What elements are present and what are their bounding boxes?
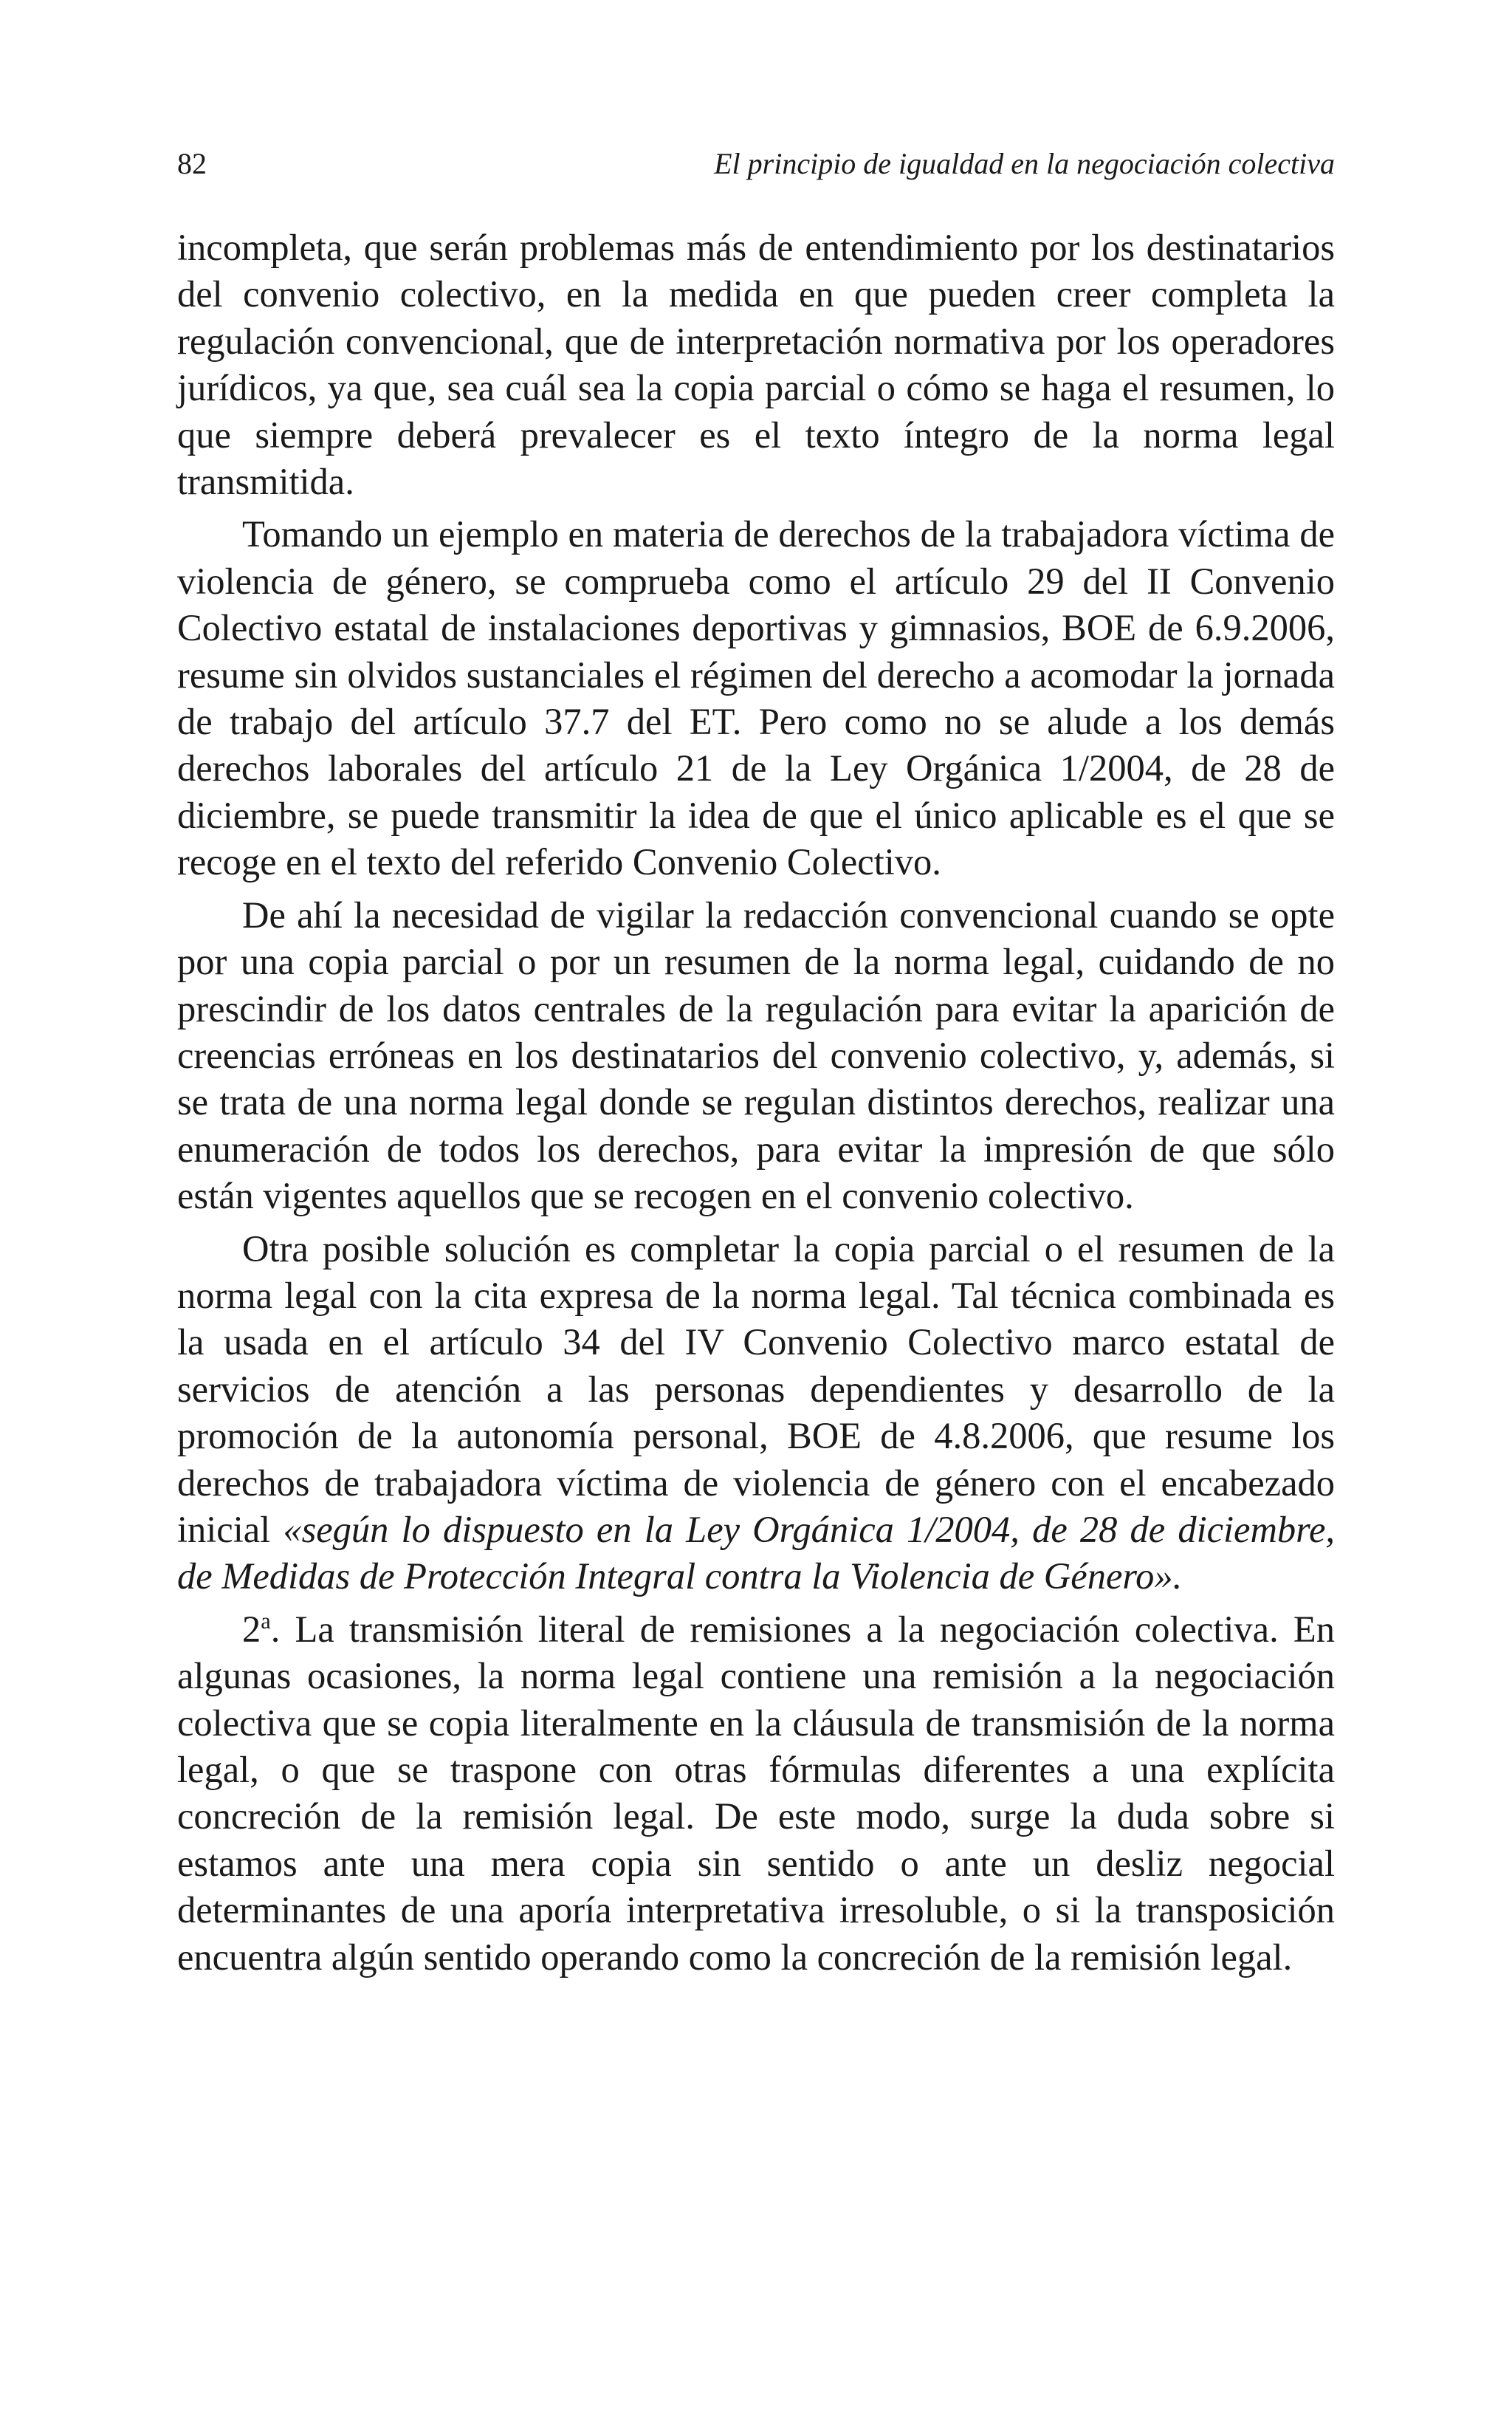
- paragraph-5: [177, 1606, 1335, 1981]
- paragraph-1: incompleta, que serán problemas más de entendimiento por los destinatarios del convenio colectivo, en la medida en que pueden creer completa la regulación convencional, que de interpretación normativa por los operadores jurídicos, ya que, sea cuál sea la copia parcial o cómo se haga el resumen, lo que siempre deberá prevalecer es el texto íntegro de la norma legal transmitida.: [177, 227, 1335, 503]
- page-header: [177, 142, 1335, 186]
- paragraph-3: De ahí la necesidad de vigilar la redacción convencional cuando se opte por una copia parcial o por un resumen de la norma legal, cuidando de no prescindir de los datos centrales de la regulación para evitar la aparición de creencias erróneas en los destinatarios del convenio colectivo, y, además, si se trata de una norma legal donde se regulan distintos derechos, realizar una enumeración de todos los derechos, para evitar la impresión de que sólo están vigentes aquellos que se recogen en el convenio colectivo.: [177, 894, 1335, 1217]
- body-text: [177, 225, 1335, 1987]
- paragraph-4-quote: «según lo dispuesto en la Ley Orgánica 1/2004, de 28 de diciembre, de Medidas de Protección Integral contra la Violencia de Género».: [177, 1508, 1335, 1597]
- paragraph-5-text: . La transmisión literal de remisiones a la negociación colectiva. En algunas ocasiones, la norma legal contiene una remisión a la negociación colectiva que se copia literalmente en la cláusula de transmisión de la norma legal, o que se traspone con otras fórmulas diferentes a una explícita concreción de la remisión legal. De este modo, surge la duda sobre si estamos ante una mera copia sin sentido o ante un desliz negocial determinantes de una aporía interpretativa irresoluble, o si la transposición encuentra algún sentido operando como la concreción de la remisión legal.: [177, 1608, 1335, 1978]
- page-number: 82: [177, 147, 207, 180]
- paragraph-5-ordinal: a: [261, 1608, 271, 1634]
- paragraph-2: Tomando un ejemplo en materia de derechos de la trabajadora víctima de violencia de género, se comprueba como el artículo 29 del II Convenio Colectivo estatal de instalaciones deportivas y gimnasios, BOE de 6.9.2006, resume sin olvidos sustanciales el régimen del derecho a acomodar la jornada de trabajo del artículo 37.7 del ET. Pero como no se alude a los demás derechos laborales del artículo 21 de la Ley Orgánica 1/2004, de 28 de diciembre, se puede transmitir la idea de que el único aplicable es el que se recoge en el texto del referido Convenio Colectivo.: [177, 513, 1335, 883]
- running-title: El principio de igualdad en la negociación colectiva: [714, 147, 1335, 180]
- paragraph-5-number: 2: [242, 1608, 261, 1650]
- paragraph-4: [177, 1226, 1335, 1600]
- paragraph-4-text: Otra posible solución es completar la copia parcial o el resumen de la norma legal con la cita expresa de la norma legal. Tal técnica combinada es la usada en el artículo 34 del IV Convenio Colectivo marco estatal de servicios de atención a las personas dependientes y desarrollo de la promoción de la autonomía personal, BOE de 4.8.2006, que resume los derechos de trabajadora víctima de violencia de género con el encabezado inicial: [177, 1227, 1335, 1550]
